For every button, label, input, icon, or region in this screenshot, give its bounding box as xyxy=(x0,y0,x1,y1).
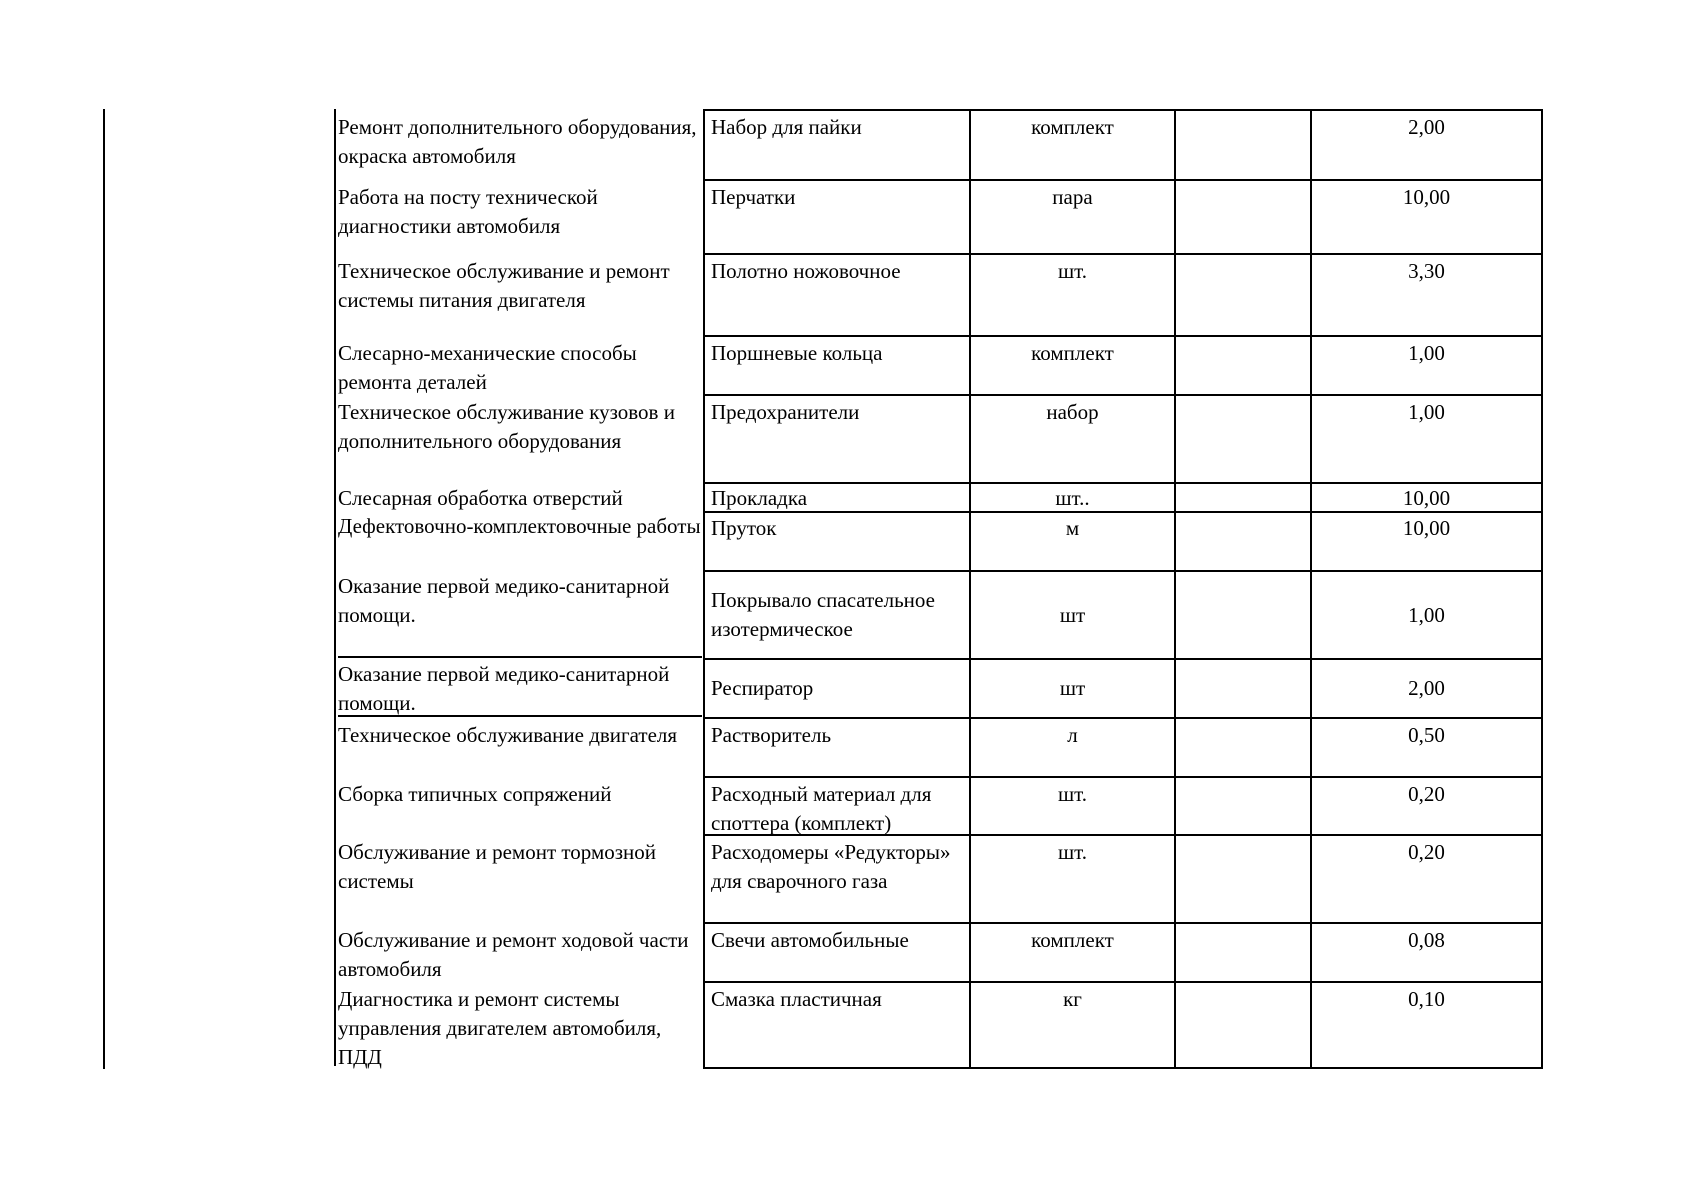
item-cell: Набор для пайки xyxy=(703,109,971,179)
item-cell: Респиратор xyxy=(703,658,971,717)
qty-cell: 2,00 xyxy=(1312,658,1543,717)
qty-cell: 10,00 xyxy=(1312,511,1543,570)
item-cell: Расходный материал для споттера (комплект) xyxy=(703,776,971,834)
item-cell: Смазка пластичная xyxy=(703,981,971,1069)
empty-cell xyxy=(1176,253,1312,335)
qty-cell: 10,00 xyxy=(1312,482,1543,511)
item-cell: Предохранители xyxy=(703,394,971,482)
qty-cell: 1,00 xyxy=(1312,335,1543,394)
unit-cell: комплект xyxy=(971,922,1176,981)
item-cell: Полотно ножовочное xyxy=(703,253,971,335)
empty-cell xyxy=(1176,335,1312,394)
work-cell: Диагностика и ремонт системы управления двигателем автомобиля, ПДД xyxy=(338,987,662,1069)
work-cell: Обслуживание и ремонт тормозной системы xyxy=(338,840,657,893)
qty-cell: 0,20 xyxy=(1312,834,1543,922)
work-cell: Обслуживание и ремонт ходовой части автомобиля xyxy=(338,928,689,981)
empty-cell xyxy=(1176,834,1312,922)
qty-cell: 0,20 xyxy=(1312,776,1543,834)
item-cell: Пруток xyxy=(703,511,971,570)
empty-cell xyxy=(1176,570,1312,658)
qty-cell: 1,00 xyxy=(1312,394,1543,482)
table-row xyxy=(0,922,1697,981)
unit-cell: шт xyxy=(971,658,1176,717)
item-cell: Прокладка xyxy=(703,482,971,511)
unit-cell: комплект xyxy=(971,109,1176,179)
work-cell: Техническое обслуживание и ремонт системы питания двигателя xyxy=(338,259,670,312)
unit-cell: пара xyxy=(971,179,1176,253)
work-cell: Работа на посту технической диагностики автомобиля xyxy=(338,185,598,238)
empty-cell xyxy=(1176,109,1312,179)
qty-cell: 0,08 xyxy=(1312,922,1543,981)
work-cell: Техническое обслуживание двигателя xyxy=(338,723,678,747)
unit-cell: шт. xyxy=(971,834,1176,922)
table-row xyxy=(0,253,1697,335)
table-row xyxy=(0,717,1697,776)
work-cell: Ремонт дополнительного оборудования, окраска автомобиля xyxy=(338,115,697,168)
work-cell: Техническое обслуживание кузовов и дополнительного оборудования xyxy=(338,400,675,453)
item-cell: Покрывало спасательное изотермическое xyxy=(703,570,971,658)
work-cell: Оказание первой медико-санитарной помощи. xyxy=(338,658,702,717)
unit-cell: шт. xyxy=(971,253,1176,335)
unit-cell: шт.. xyxy=(971,482,1176,511)
empty-cell xyxy=(1176,394,1312,482)
qty-cell: 0,50 xyxy=(1312,717,1543,776)
item-cell: Расходомеры «Редукторы» для сварочного газа xyxy=(703,834,971,922)
item-cell: Перчатки xyxy=(703,179,971,253)
empty-cell xyxy=(1176,658,1312,717)
empty-cell xyxy=(1176,511,1312,570)
unit-cell: м xyxy=(971,511,1176,570)
item-cell: Свечи автомобильные xyxy=(703,922,971,981)
item-cell: Растворитель xyxy=(703,717,971,776)
work-cell: Дефектовочно-комплектовочные работы xyxy=(338,514,701,538)
table-row xyxy=(0,981,1697,1069)
table-row xyxy=(0,482,1697,511)
table-row xyxy=(0,834,1697,922)
empty-cell xyxy=(1176,482,1312,511)
table-row xyxy=(0,776,1697,834)
table-row xyxy=(0,570,1697,658)
qty-cell: 3,30 xyxy=(1312,253,1543,335)
empty-cell xyxy=(1176,717,1312,776)
qty-cell: 10,00 xyxy=(1312,179,1543,253)
table-row xyxy=(0,335,1697,394)
work-cell: Слесарная обработка отверстий xyxy=(338,486,623,510)
table-row xyxy=(0,511,1697,570)
item-cell: Поршневые кольца xyxy=(703,335,971,394)
empty-cell xyxy=(1176,179,1312,253)
table-row xyxy=(0,658,1697,717)
table-row xyxy=(0,394,1697,482)
unit-cell: набор xyxy=(971,394,1176,482)
work-cell: Слесарно-механические способы ремонта деталей xyxy=(338,341,637,394)
unit-cell: шт. xyxy=(971,776,1176,834)
empty-cell xyxy=(1176,981,1312,1069)
unit-cell: шт xyxy=(971,570,1176,658)
work-cell: Сборка типичных сопряжений xyxy=(338,782,612,806)
work-cell: Оказание первой медико-санитарной помощи. xyxy=(338,570,702,658)
empty-cell xyxy=(1176,922,1312,981)
unit-cell: кг xyxy=(971,981,1176,1069)
unit-cell: л xyxy=(971,717,1176,776)
table-row xyxy=(0,179,1697,253)
unit-cell: комплект xyxy=(971,335,1176,394)
qty-cell: 2,00 xyxy=(1312,109,1543,179)
qty-cell: 0,10 xyxy=(1312,981,1543,1069)
qty-cell: 1,00 xyxy=(1312,570,1543,658)
table-row xyxy=(0,109,1697,179)
empty-cell xyxy=(1176,776,1312,834)
